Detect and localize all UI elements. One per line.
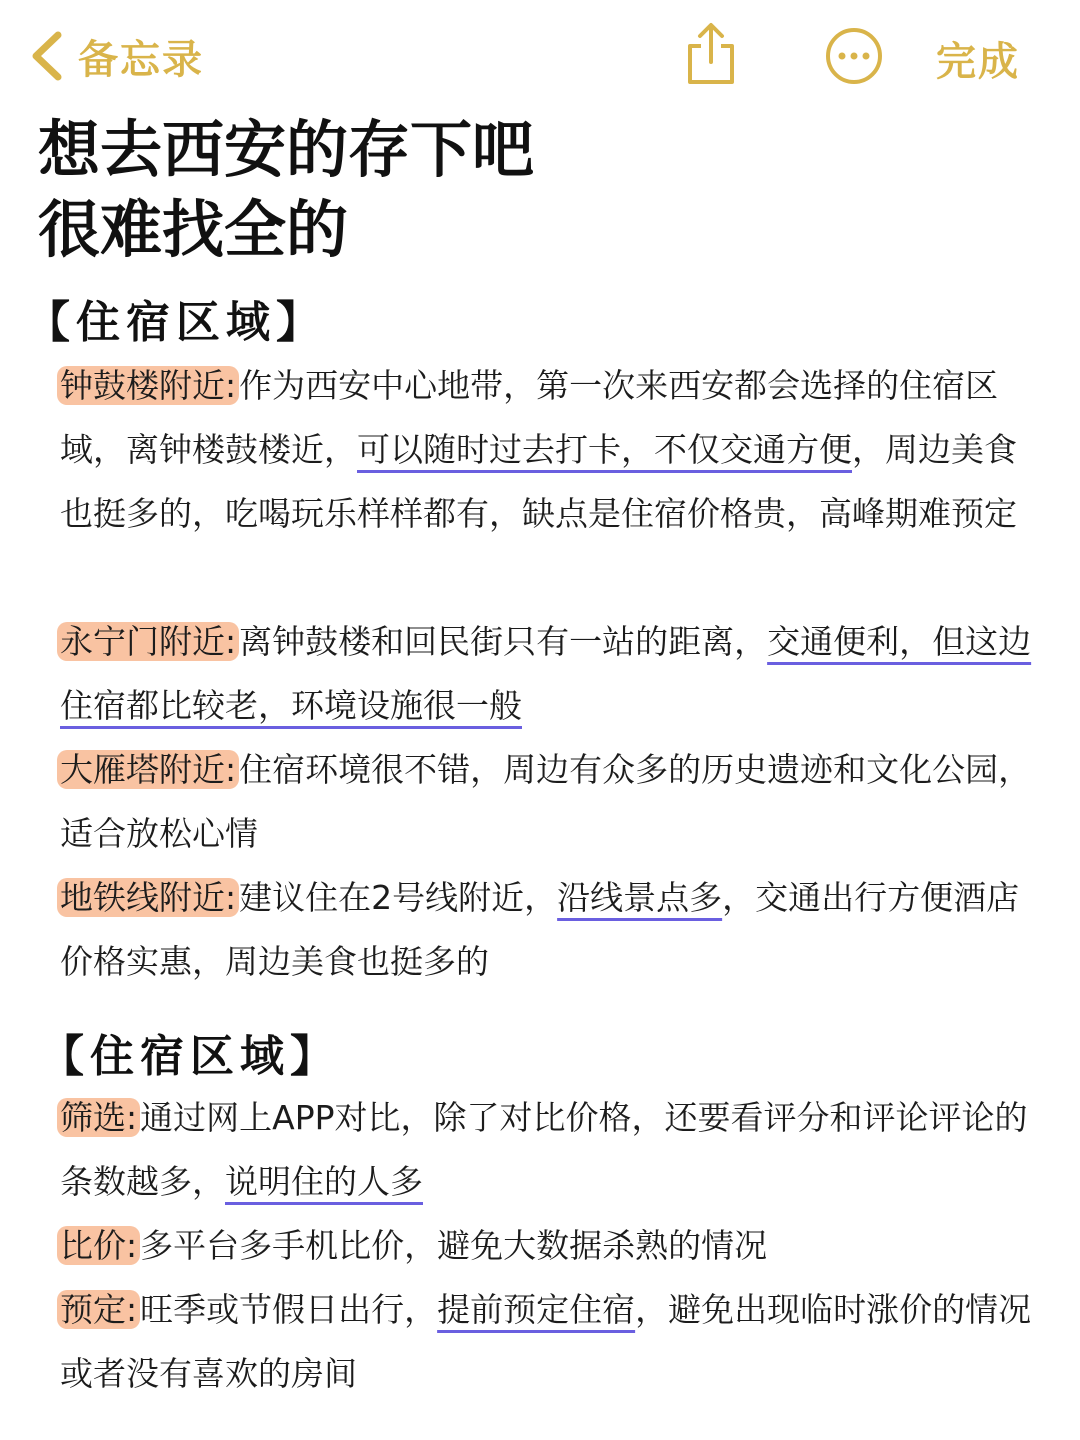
item-text: 建议住在2号线附近，	[239, 878, 558, 917]
section-heading-2: 【住宿区域】	[40, 1031, 340, 1082]
list-item	[60, 1214, 1040, 1278]
chevron-left-icon	[30, 31, 64, 81]
item-label: 比价:	[57, 1226, 140, 1265]
item-text-rest: ，交通出行方便酒店价格实惠，周边美食也挺多的	[60, 878, 1020, 981]
item-label: 永宁门附近:	[57, 622, 239, 661]
item-label: 地铁线附近:	[57, 878, 239, 917]
title-line-1: 想去西安的存下吧	[38, 113, 535, 186]
item-text: 旺季或节假日出行，	[140, 1290, 438, 1329]
underlined-text: 提前预定住宿	[437, 1290, 636, 1329]
list-item	[60, 866, 1040, 994]
share-icon[interactable]	[684, 22, 738, 86]
item-label: 预定:	[57, 1290, 140, 1329]
section-heading-1: 【住宿区域】	[26, 297, 326, 348]
underlined-text: 沿线景点多	[557, 878, 723, 917]
note-paragraph-1	[60, 354, 1040, 546]
underlined-text: 说明住的人多	[225, 1162, 423, 1201]
note-paragraph-6	[60, 1214, 1040, 1278]
item-text: 作为西安中心地带，第一次来西安都会选择的住宿区域，离钟楼鼓楼近，	[60, 366, 999, 469]
list-item	[60, 738, 1040, 866]
note-paragraph-4	[60, 866, 1040, 994]
back-label: 备忘录	[78, 36, 204, 83]
more-icon[interactable]	[824, 26, 884, 86]
note-paragraph-2	[60, 610, 1040, 738]
item-label: 筛选:	[57, 1098, 140, 1137]
item-text-rest: ，避免出现临时涨价的情况或者没有喜欢的房间	[60, 1290, 1032, 1393]
item-text-rest: ，周边美食也挺多的，吃喝玩乐样样都有，缺点是住宿价格贵，高峰期难预定	[60, 430, 1017, 533]
underlined-text: 可以随时过去打卡，不仅交通方便	[357, 430, 852, 469]
list-item	[60, 1086, 1040, 1214]
note-title	[38, 110, 534, 270]
item-label: 大雁塔附近:	[57, 750, 239, 789]
note-paragraph-3	[60, 738, 1040, 866]
item-text: 离钟鼓楼和回民街只有一站的距离，	[239, 622, 768, 661]
list-item	[60, 1278, 1040, 1406]
note-paragraph-7	[60, 1278, 1040, 1406]
nav-bar	[0, 0, 1080, 110]
item-text: 多平台多手机比价，避免大数据杀熟的情况	[140, 1226, 768, 1265]
title-line-2: 很难找全的	[38, 193, 349, 266]
list-item	[60, 354, 1040, 546]
item-label: 钟鼓楼附近:	[57, 366, 239, 405]
underlined-text: 交通便利，但这边住宿都比较老，环境设施很一般	[60, 622, 1032, 725]
item-text: 住宿环境很不错，周边有众多的历史遗迹和文化公园，适合放松心情	[60, 750, 1032, 853]
item-text: 通过网上APP对比，除了对比价格，还要看评分和评论评论的条数越多，	[60, 1098, 1028, 1201]
back-button[interactable]	[30, 28, 204, 84]
list-item	[60, 610, 1040, 738]
note-paragraph-5	[60, 1086, 1040, 1214]
done-button[interactable]: 完成	[936, 39, 1020, 85]
